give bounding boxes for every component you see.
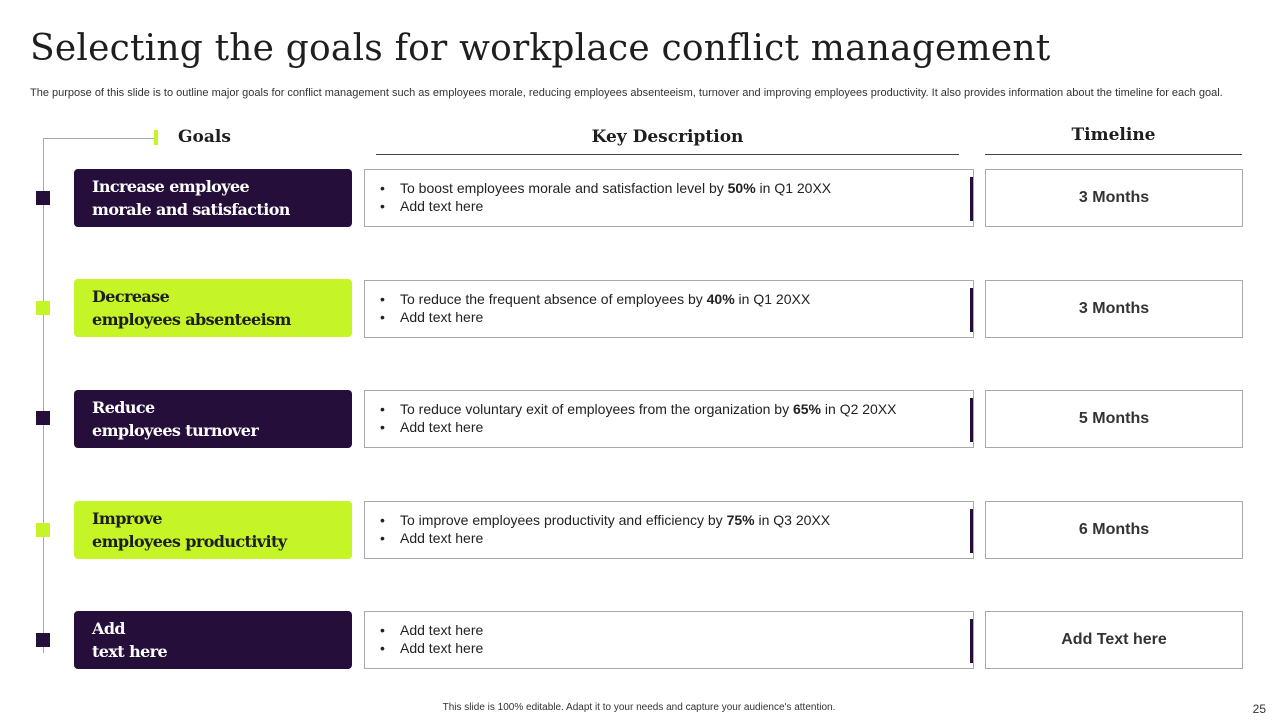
timeline-box: 3 Months: [985, 169, 1243, 227]
description-accent-bar: [970, 177, 973, 221]
timeline-underline: [985, 154, 1242, 155]
goals-accent-mark: [154, 130, 158, 145]
description-accent-bar: [970, 398, 973, 442]
description-box: [364, 169, 974, 227]
description-box: [364, 501, 974, 559]
footer-note: This slide is 100% editable. Adapt it to your needs and capture your audience's attention.: [442, 702, 836, 713]
key-description-underline: [376, 154, 959, 155]
timeline-marker: [36, 633, 50, 647]
description-item: • Add text here: [380, 309, 484, 325]
description-accent-bar: [970, 288, 973, 332]
timeline-box: 5 Months: [985, 390, 1243, 448]
description-accent-bar: [970, 509, 973, 553]
description-item: • Add text here: [380, 622, 484, 638]
goals-header: Goals: [178, 127, 231, 147]
goal-box: Decrease employees absenteeism: [74, 279, 352, 337]
timeline-header: Timeline: [1071, 125, 1156, 145]
timeline-box: 3 Months: [985, 280, 1243, 338]
timeline-marker: [36, 411, 50, 425]
description-box: [364, 280, 974, 338]
description-item: • Add text here: [380, 419, 484, 435]
description-accent-bar: [970, 619, 973, 663]
timeline-marker: [36, 523, 50, 537]
description-item: • Add text here: [380, 640, 484, 656]
description-item: • Add text here: [380, 198, 484, 214]
description-item: • To reduce voluntary exit of employees from the organization by 65% in Q2 20XX: [380, 401, 897, 417]
timeline-box: Add Text here: [985, 611, 1243, 669]
slide-title: Selecting the goals for workplace conflict management: [30, 28, 1051, 69]
description-item: • To reduce the frequent absence of employees by 40% in Q1 20XX: [380, 291, 811, 307]
goal-box: Improve employees productivity: [74, 501, 352, 559]
goal-box: Reduce employees turnover: [74, 390, 352, 448]
key-description-header: Key Description: [591, 127, 744, 147]
timeline-box: 6 Months: [985, 501, 1243, 559]
timeline-line: [43, 138, 44, 653]
goal-box: Increase employee morale and satisfaction: [74, 169, 352, 227]
page-number: 25: [1252, 702, 1266, 716]
description-box: [364, 611, 974, 669]
description-box: [364, 390, 974, 448]
timeline-marker: [36, 301, 50, 315]
description-item: • To improve employees productivity and efficiency by 75% in Q3 20XX: [380, 512, 831, 528]
timeline-marker: [36, 191, 50, 205]
description-item: • To boost employees morale and satisfaction level by 50% in Q1 20XX: [380, 180, 832, 196]
description-item: • Add text here: [380, 530, 484, 546]
goal-box: Add text here: [74, 611, 352, 669]
slide-subtitle: The purpose of this slide is to outline major goals for conflict management such as employees morale, reducing employees absenteeism, turnover and improving employees productivity. It also provides information about the timeline for each goal.: [30, 87, 1223, 99]
timeline-connector: [43, 138, 155, 139]
